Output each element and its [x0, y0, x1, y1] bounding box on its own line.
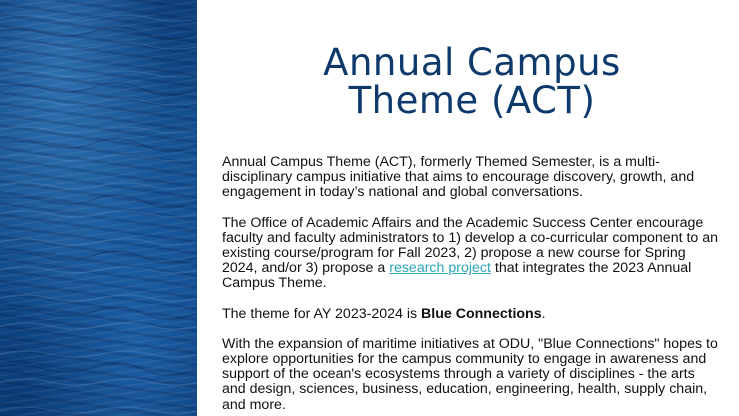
theme-name: Blue Connections — [421, 305, 542, 322]
paragraph-description-text: Annual Campus Theme (ACT), formerly Themed Semester, is a multi-disciplinary campus initiative that aims to encourage discovery, growth, and engagement in today’s national and global conversations. — [222, 154, 695, 201]
ocean-waves-graphic — [0, 0, 197, 416]
paragraph-theme-period: . — [541, 305, 546, 322]
paragraph-blue-connections-text: With the expansion of maritime initiatives at ODU, "Blue Connections" hopes to explore opportunities for the campus community to engage in awareness and support of the ocean's ecosystems through a variety of disciplines - the arts and design, sciences, business, education, engineering, health, supply chain, and more. — [222, 335, 718, 413]
paragraph-encouragement-text-end: that integrates the 2023 Annual Campus Theme. — [222, 260, 692, 292]
intro-text — [222, 155, 722, 416]
paragraph-encouragement-text-start: The Office of Academic Affairs and the Academic Success Center encourage faculty and faculty administrators to 1) develop a co-curricular component to an existing course/program for Fall 2023, 2) propose a new course for Spring 2024, and/or 3) propose a — [222, 214, 719, 277]
paragraph-blue-connections — [222, 337, 722, 413]
paragraph-description — [222, 155, 722, 201]
ocean-image — [0, 0, 197, 416]
paragraph-theme — [222, 307, 722, 322]
page-title: Annual Campus Theme (ACT) — [323, 41, 621, 122]
research-project-link[interactable]: research project — [389, 260, 491, 277]
paragraph-theme-text: The theme for AY 2023-2024 is — [222, 305, 422, 322]
paragraph-encouragement — [222, 216, 722, 292]
